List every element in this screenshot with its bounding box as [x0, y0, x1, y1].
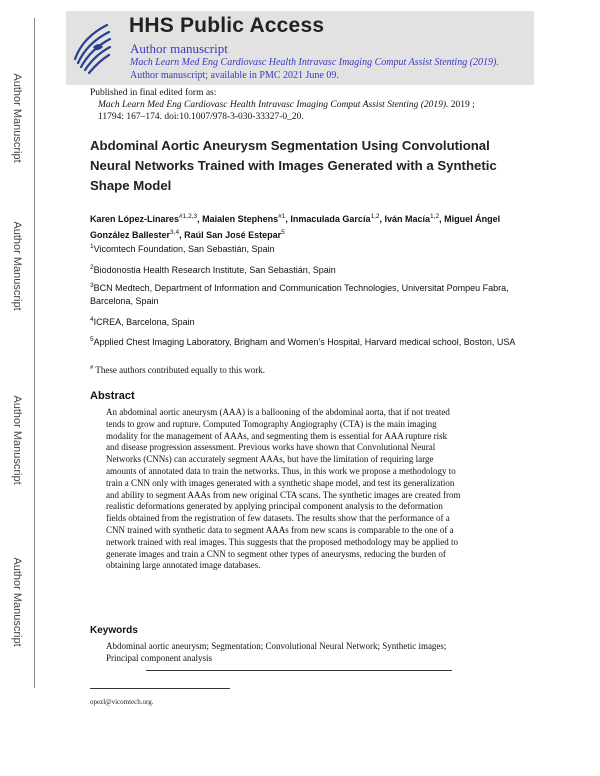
affiliation-sup: 1 [90, 243, 94, 250]
hhs-title: HHS Public Access [129, 14, 325, 37]
published-year: 2019 ; [448, 100, 475, 110]
hhs-subtitle: Author manuscript [130, 41, 228, 56]
published-doi: 11794: 167–174. doi:10.1007/978-3-030-33327-0_20. [98, 112, 304, 122]
affiliation-sup: 3 [90, 282, 94, 289]
abstract-line: fields obtained from the registration of few datasets. The results show that the performance of a [106, 513, 450, 524]
sidebar-label: Author Manuscript [11, 557, 23, 647]
author-separator: , [379, 214, 385, 224]
affiliation-text: BCN Medtech, Department of Information and Communication Technologies, Universitat Pompeu Fabra, Barcelona, Spain [90, 283, 509, 306]
affiliation-text: Vicomtech Foundation, San Sebastián, Spain [93, 244, 275, 254]
abstract-line: modality for the management of AAAs, and segmenting them is essential for AAA rupture risk [106, 430, 448, 441]
sidebar-divider [34, 18, 35, 688]
hhs-eagle-icon [69, 17, 115, 79]
author-sup: 5 [281, 229, 285, 236]
sidebar-label: Author Manuscript [11, 395, 23, 485]
footnote-email: opezl@vicomtech.org. [90, 698, 154, 706]
abstract-heading: Abstract [90, 390, 135, 402]
abstract-body [106, 407, 502, 572]
abstract-line: realistic deformations generated by applying principal component analysis to the deformation [106, 501, 443, 512]
abstract-line: CNN trained with synthetic data to segment AAAs from new scans is comparable to the one of a [106, 524, 454, 535]
keywords-divider [146, 670, 452, 671]
author-manuscript-sidebar [0, 0, 34, 690]
author-sup: 3,4 [170, 229, 180, 236]
affiliation-text: Applied Chest Imaging Laboratory, Brigham and Women’s Hospital, Harvard medical school, Boston, USA [93, 337, 516, 347]
abstract-line: network trained with real images. This suggests that the proposed methodology may be applied to [106, 536, 459, 547]
hhs-citation: Mach Learn Med Eng Cardiovasc Health Intravasc Imaging Comput Assist Stenting (2019). [130, 57, 499, 68]
affiliation [90, 261, 530, 277]
author-name: Karen López-Linares [90, 214, 180, 224]
affiliation [90, 333, 530, 349]
author-separator: , [179, 230, 185, 240]
affiliation [90, 279, 530, 308]
affiliation-sup: 5 [90, 336, 94, 343]
sidebar-label: Author Manuscript [11, 221, 23, 311]
note-sup: # [90, 364, 94, 371]
keywords-line: Abdominal aortic aneurysm; Segmentation; Convolutional Neural Network; Synthetic images; [106, 641, 447, 651]
author-name: Inmaculada García [290, 214, 371, 224]
author-sup: #1,2,3 [179, 213, 198, 220]
affiliation-text: Biodonostia Health Research Institute, San Sebastián, Spain [93, 265, 336, 275]
sidebar-label: Author Manuscript [11, 73, 23, 163]
author-separator: , [197, 214, 203, 224]
affiliation [90, 313, 530, 329]
abstract-line: amounts of annotated data to train the networks. Thus, in this work we propose a methodology to [106, 465, 456, 476]
author-sup: #1 [278, 213, 286, 220]
affiliation-sup: 2 [90, 264, 94, 271]
author-name: Raúl San José Estepar [184, 230, 282, 240]
abstract-line: and disease progression assessment. Previous works have shown that Convolutional Neural [106, 442, 436, 453]
paper-title: Abdominal Aortic Aneurysm Segmentation Using Convolutional Neural Networks Trained with Images Generated with a Synthetic Shape Model [90, 138, 497, 193]
hhs-header [66, 11, 534, 85]
author-separator: , [285, 214, 291, 224]
equal-contribution-note [90, 364, 265, 375]
published-journal: Mach Learn Med Eng Cardiovasc Health Intravasc Imaging Comput Assist Stenting (2019). [98, 100, 449, 110]
note-text: These authors contributed equally to this work. [93, 365, 266, 375]
abstract-line: obtaining large annotated image databases. [106, 560, 261, 571]
author-list [90, 210, 530, 242]
keywords-heading: Keywords [90, 625, 138, 636]
author-name: Iván Macía [384, 214, 431, 224]
keywords-line: Principal component analysis [106, 652, 212, 663]
author-separator: , [439, 214, 445, 224]
abstract-line: tends to grow and rupture. Computed Tomography Angiography (CTA) is the main imaging [106, 418, 437, 429]
affiliation [90, 240, 530, 256]
author-sup: 1,2 [370, 213, 380, 220]
abstract-line: Networks (CNNs) can accurately segment AAAs, but have the limitation of requiring large [106, 454, 434, 465]
abstract-line: and ability to segment AAAs from new original CTA scans. The synthetic images are created from [106, 489, 461, 500]
author-sup: 1,2 [430, 213, 440, 220]
author-name: Maialen Stephens [202, 214, 279, 224]
published-info [90, 87, 530, 123]
author-name: Miguel Ángel González Ballester [90, 214, 501, 240]
abstract-line: An abdominal aortic aneurysm (AAA) is a ballooning of the abdominal aorta, that if not treated [106, 407, 450, 417]
hhs-availability: Author manuscript; available in PMC 2021 June 09. [130, 70, 339, 81]
keywords-body [106, 641, 506, 665]
abstract-line: train a CNN only with images generated with a synthetic shape model, and test its generalization [106, 477, 455, 488]
affiliation-sup: 4 [90, 316, 94, 323]
abstract-line: generate images and train a CNN to segment other types of aneurysms, reducing the burden of [106, 548, 446, 559]
footnote-divider [90, 688, 230, 689]
published-label: Published in final edited form as: [90, 88, 217, 98]
affiliation-text: ICREA, Barcelona, Spain [93, 317, 195, 327]
